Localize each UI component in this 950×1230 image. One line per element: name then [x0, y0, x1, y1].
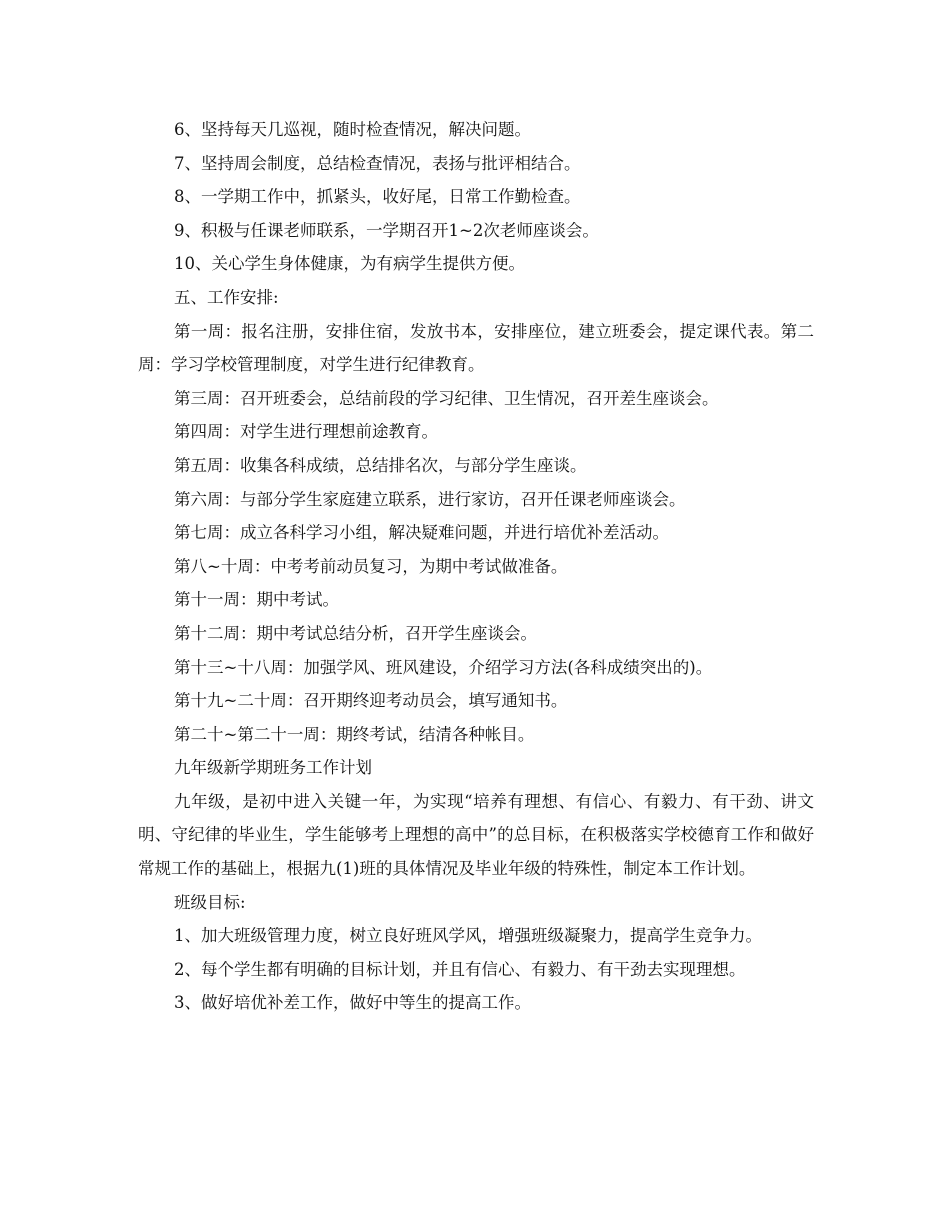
paragraph: 8、一学期工作中，抓紧头，收好尾，日常工作勤检查。: [174, 187, 581, 207]
document-body: [138, 113, 814, 1020]
paragraph: 2、每个学生都有明确的目标计划，并且有信心、有毅力、有干劲去实现理想。: [174, 959, 746, 979]
document-title: 九年级新学期班务工作计划: [174, 758, 372, 778]
paragraph: 第十三~十八周：加强学风、班风建设，介绍学习方法(各科成绩突出的)。: [174, 657, 713, 677]
section-heading: 班级目标:: [174, 892, 246, 912]
paragraph: 第一周：报名注册，安排住宿，发放书本，安排座位，建立班委会，提定课代表。第二周：学习学校管理制度，对学生进行纪律教育。: [138, 321, 814, 375]
paragraph: 7、坚持周会制度，总结检查情况，表扬与批评相结合。: [174, 153, 581, 173]
paragraph: 第六周：与部分学生家庭建立联系，进行家访，召开任课老师座谈会。: [174, 489, 686, 509]
paragraph: 第八~十周：中考考前动员复习，为期中考试做准备。: [174, 556, 568, 576]
paragraph: 10、关心学生身体健康，为有病学生提供方便。: [174, 254, 525, 274]
paragraph: 3、做好培优补差工作，做好中等生的提高工作。: [174, 993, 531, 1013]
paragraph: 第三周：召开班委会，总结前段的学习纪律、卫生情况，召开差生座谈会。: [174, 388, 719, 408]
paragraph: 第十二周：期中考试总结分析，召开学生座谈会。: [174, 623, 537, 643]
paragraph: 第十九~二十周：召开期终迎考动员会，填写通知书。: [174, 691, 568, 711]
paragraph: 九年级，是初中进入关键一年，为实现“培养有理想、有信心、有毅力、有干劲、讲文明、守纪律的毕业生，学生能够考上理想的高中”的总目标，在积极落实学校德育工作和做好常规工作的基础上，根据九(1)班的具体情况及毕业年级的特殊性，制定本工作计划。: [138, 791, 814, 879]
paragraph: 第十一周：期中考试。: [174, 590, 339, 610]
paragraph: 9、积极与任课老师联系，一学期召开1~2次老师座谈会。: [174, 220, 599, 240]
section-heading: 五、工作安排:: [174, 287, 279, 307]
paragraph: 第四周：对学生进行理想前途教育。: [174, 422, 438, 442]
paragraph: 第七周：成立各科学习小组，解决疑难问题，并进行培优补差活动。: [174, 523, 669, 543]
paragraph: 第五周：收集各科成绩，总结排名次，与部分学生座谈。: [174, 455, 587, 475]
paragraph: 第二十~第二十一周：期终考试，结清各种帐目。: [174, 724, 535, 744]
paragraph: 6、坚持每天几巡视，随时检查情况，解决问题。: [174, 120, 531, 139]
paragraph: 1、加大班级管理力度，树立良好班风学风，增强班级凝聚力，提高学生竞争力。: [174, 926, 762, 946]
